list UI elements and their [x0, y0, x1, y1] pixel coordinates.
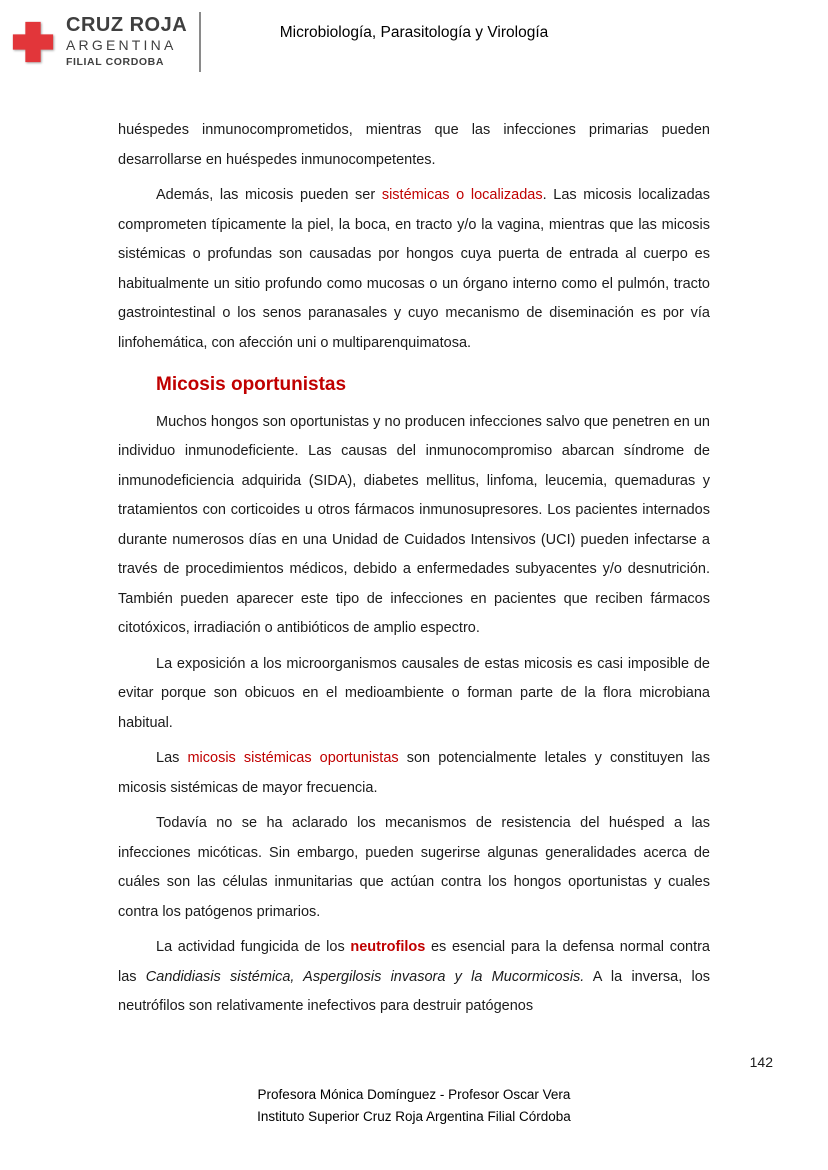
paragraph — [118, 650, 710, 739]
paragraph — [118, 809, 710, 927]
footer-professors-line: Profesora Mónica Domínguez - Profesor Oscar Vera — [257, 1087, 571, 1102]
text-run: La exposición a los microorganismos causales de estas micosis es casi imposible de evitar porque son obicuos en el medioambiente o forman parte de la flora microbiana habitual. — [118, 655, 710, 731]
paragraph — [118, 116, 710, 175]
page-footer — [0, 1084, 828, 1128]
document-title: Microbiología, Parasitología y Virología — [279, 24, 549, 41]
text-run: La actividad fungicida de los — [156, 939, 351, 955]
page-number: 142 — [749, 1054, 773, 1070]
section-heading: Micosis oportunistas — [156, 374, 347, 395]
text-run: Muchos hongos son oportunistas y no producen infecciones salvo que penetren en un individuo inmunodeficiente. Las causas del inmunocompromiso abarcan síndrome de inmunodeficiencia adquirida (SIDA), diabetes mellitus, linfoma, leucemia, quemaduras y tratamientos con corticoides u otros fármacos inmunosupresores. Los pacientes internados durante numerosos días en una Unidad de Cuidados Intensivos (UCI) pueden infectarse a través de procedimientos médicos, debido a enfermedades subyacentes y/o desnutrición. También pueden aparecer este tipo de infecciones en pacientes que reciben fármacos citotóxicos, irradiación o antibióticos de amplio espectro. — [118, 413, 710, 636]
logo-branch-line: FILIAL CORDOBA — [66, 56, 165, 68]
text-run: huéspedes inmunocomprometidos, mientras que las infecciones primarias pueden desarrollarse en huéspedes inmunocompetentes. — [118, 122, 710, 168]
paragraph — [118, 181, 710, 358]
cruz-roja-logo — [10, 12, 201, 72]
text-run: . Las micosis localizadas comprometen típicamente la piel, la boca, en tracto y/o la vagina, mientras que las micosis sistémicas o profundas son causadas por hongos cuya puerta de entrada al cuerpo es habitualmente un sitio profundo como mucosas o un órgano interno como el pulmón, tracto gastrointestinal o los senos paranasales y cuyo mecanismo de diseminación es por vía linfohemática, con afección uni o multiparenquimatosa. — [118, 187, 710, 351]
text-run-bold-red: neutrofilos — [350, 939, 426, 955]
text-run-red: micosis sistémicas oportunistas — [187, 750, 399, 766]
text-run: Todavía no se ha aclarado los mecanismos de resistencia del huésped a las infecciones micóticas. Sin embargo, pueden sugerirse algunas generalidades acerca de cuáles son las células inmunitarias que actúan contra los hongos oportunistas y cuales contra los patógenos primarios. — [118, 815, 710, 920]
paragraph — [118, 744, 710, 803]
footer-institute-line: Instituto Superior Cruz Roja Argentina Filial Córdoba — [257, 1109, 571, 1124]
logo-country-line: ARGENTINA — [66, 37, 177, 53]
logo-text — [64, 12, 201, 72]
document-body — [118, 116, 710, 1028]
text-run: es esencial para la defensa normal contra las — [118, 939, 710, 985]
text-run: son potencialmente letales y constituyen las micosis sistémicas de mayor frecuencia. — [118, 750, 710, 796]
paragraph — [118, 933, 710, 1022]
text-run: Además, las micosis pueden ser — [156, 187, 382, 203]
paragraph — [118, 408, 710, 644]
text-run: Las — [156, 750, 188, 766]
text-run-red: sistémicas o localizadas — [381, 187, 543, 203]
text-run: A la inversa, los neutrófilos son relativamente inefectivos para destruir patógenos — [118, 968, 711, 1014]
text-run-italic: Candidiasis sistémica, Aspergilosis invasora y la Mucormicosis. — [145, 968, 585, 985]
logo-name-line: CRUZ ROJA — [66, 14, 188, 36]
